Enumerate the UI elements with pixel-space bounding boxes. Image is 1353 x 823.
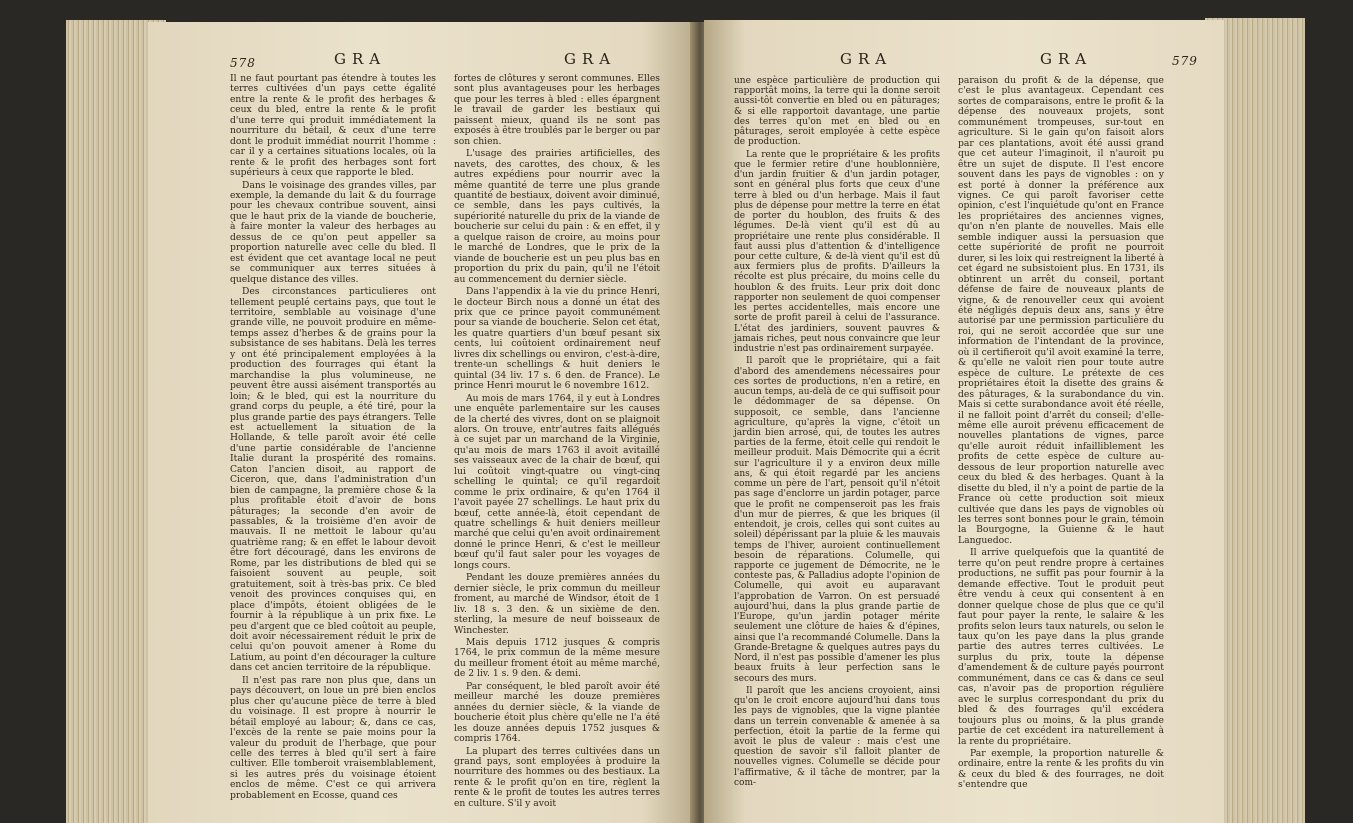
paragraph: Par conséquent, le bled paroît avoir été meilleur marché les douze premières années du dernier siècle, & la viande de boucherie étoit plus chère qu'elle ne l'a été les douze années depuis 1752 jusques & compris 1764. — [454, 680, 660, 745]
paragraph: Mais depuis 1712 jusques & compris 1764, le prix commun de la même mesure du meilleur froment étoit au même marché, de 2 liv. 1 s. 9 den. & demi. — [454, 637, 660, 680]
running-head: GRA — [840, 50, 893, 68]
paragraph: La plupart des terres cultivées dans un grand pays, sont employées à produire la nourriture des hommes ou des bestiaux. La rente & le profit qu'on en tire, règlent la rente & le profit de toutes les autres terres en culture. S'il y avoit — [454, 745, 660, 809]
left-page — [148, 22, 696, 823]
running-head: GRA — [564, 50, 617, 68]
right-page — [704, 20, 1224, 823]
paragraph: Il ne faut pourtant pas étendre à toutes les terres cultivées d'un pays cette égalité entre la rente & le profit des herbages & ceux du bled, entre la rente & le profit d'une terre qui produit immédiatement la nourriture du bétail, & ceux d'une terre dont le produit immédiat nourrit l'homme : car il y a certaines situations locales, où la rente & le profit des herbages sont fort supérieurs à ceux que rapporte le bled. — [230, 73, 436, 179]
paragraph: La rente que le propriétaire & les profits que le fermier retire d'une houblonnière, d'un jardin fruitier & d'un jardin potager, sont en général plus forts que ceux d'une terre à bled ou d'un herbage. Mais il faut plus de dépense pour mettre la terre en état de porter du houblon, des fruits & des légumes. De-là vient qu'il est dû au propriétaire une rente plus considérable. Il faut aussi plus d'attention & d'intelligence pour cette culture, & de-là vient qu'il est dû aux fermiers plus de profits. D'ailleurs la récolte est plus précaire, du moins celle du houblon & des fruits. Leur prix doit donc rapporter non seulement de quoi compenser les pertes accidentelles, mais encore une sorte de profit pareil à celui de l'assurance. L'état des jardiniers, souvent pauvres & jamais riches, peut nous convaincre que leur industrie n'est pas ordinairement surpayée. — [734, 149, 940, 355]
text-column-2 — [958, 76, 1164, 793]
paragraph: paraison du profit & de la dépense, que c'est le plus avantageux. Cependant ces sortes de comparaisons, entre le profit & la dépense des nouveaux projets, sont communément trompeuses, sur-tout en agriculture. Si le gain qu'on faisoit alors par ces plantations, avoit été aussi grand que cet auteur l'imaginoit, il n'auroit pu être un sujet de dispute. Il l'est encore souvent dans les pays de vignobles : on y est porté à donner la préférence aux vignes. Ce qui paroît favoriser cette opinion, c'est l'inquiétude qu'ont en France les propriétaires des anciennes vignes, qu'on n'en plante de nouvelles. Mais elle semble indiquer aussi la persuasion que cette supériorité de profit ne pourroit durer, si les loix qui restreignent la liberté à cet égard ne subsistoient plus. En 1731, ils obtinrent un arrêt du conseil, portant défense de faire de nouveaux plants de vigne, & de renouveller ceux qui avoient été négligés depuis deux ans, sans y être autorisé par une permission particulière du roi, qui ne seroit accordée que sur une information de l'intendant de la province, où il certifieroit qu'il avoit examiné la terre, & qu'elle ne valoit rien pour toute autre espèce de culture. Le prétexte de ces propriétaires étoit la disette des grains & des pâturages, & la surabondance du vin. Mais si cette surabondance avoit été réelle, il ne falloit point d'arrêt du conseil; d'elle-même elle auroit prévenu efficacement de nouvelles plantations de vignes, parce qu'elle auroit réduit infailliblement les profits de cette espèce de culture au-dessous de leur proportion naturelle avec ceux du bled & des herbages. Quant à la disette du bled, il n'y a point de partie de la France où cette production soit mieux cultivée que dans les pays de vignobles où les terres sont bonnes pour le grain, témoin la Bourgogne, la Guienne & le haut Languedoc. — [958, 75, 1164, 546]
running-head: GRA — [1040, 50, 1093, 68]
paragraph: fortes de clôtures y seront communes. Elles sont plus avantageuses pour les herbages que pour les terres à bled : elles épargnent le travail de garder les bestiaux qui paissent mieux, quand ils ne sont pas exposés à être troublés par le berger ou par son chien. — [454, 73, 660, 147]
paragraph: Au mois de mars 1764, il y eut à Londres une enquête parlementaire sur les causes de la cherté des vivres, dont on se plaignoit alors. On trouve, entr'autres faits allégués à ce sujet par un marchand de la Virginie, qu'au mois de mars 1763 il avoit avitaillé ses vaisseaux avec de la chair de bœuf, qui lui coûtoit vingt-quatre ou vingt-cinq schelling le quintal; ce qu'il regardoit comme le prix ordinaire, & qu'en 1764 il l'avoit payée 27 schellings. Le haut prix du bœuf, cette année-là, étoit cependant de quatre schellings & huit deniers meilleur marché que celui qu'en avoit ordinairement donné le prince Henri, & c'est le meilleur bœuf qu'il faut saler pour les voyages de longs cours. — [454, 392, 660, 571]
paragraph: Il arrive quelquefois que la quantité de terre qu'on peut rendre propre à certaines productions, ne suffit pas pour fournir à la demande effective. Tout le produit peut être vendu à ceux qui consentent à en donner quelque chose de plus que ce qu'il faut pour payer la rente, le salaire & les profits selon leurs taux naturels, ou selon le taux qu'on les paye dans la plus grande partie des autres terres cultivées. Le surplus du prix, toute la dépense d'amendement & de culture payés pourront communément, dans ce cas & dans ce seul cas, n'avoir pas de proportion régulière avec le surplus correspondant du prix du bled & des fourrages qu'il excédera toujours plus ou moins, & la plus grande partie de cet excédent ira naturellement à la rente du propriétaire. — [958, 547, 1164, 747]
paragraph: Pendant les douze premières années du dernier siècle, le prix commun du meilleur froment, au marché de Windsor, étoit de 1 liv. 18 s. 3 den. & un sixième de den. sterling, la mesure de neuf boisseaux de Winchester. — [454, 572, 660, 636]
text-column-1 — [230, 74, 436, 803]
page-number: 578 — [230, 56, 256, 70]
paragraph: Il paroît que les anciens croyoient, ainsi qu'on le croit encore aujourd'hui dans tous les pays de vignobles, que la vigne plantée dans un terrein convenable & amenée à sa perfection, étoit la partie de la ferme qui avoit le plus de valeur : mais c'est une question de savoir s'il falloit planter de nouvelles vignes. Columelle se décide pour l'affirmative, & il tâche de montrer, par la com- — [734, 685, 940, 788]
running-head: GRA — [334, 50, 387, 68]
paragraph: Il n'est pas rare non plus que, dans un pays découvert, on loue un pré bien enclos plus cher qu'aucune pièce de terre à bled du voisinage. Il est propre à nourrir le bétail employé au labour; &, dans ce cas, l'excès de la rente se paie moins pour la valeur du produit de l'herbage, que pour celle des terres à bled qu'il sert à faire cultiver. Elle tomberoit vraisemblablement, si les autres prés du voisinage étoient enclos de même. C'est ce qui arrivera probablement en Ecosse, quand ces — [230, 674, 436, 801]
paragraph: Dans le voisinage des grandes villes, par exemple, la demande du lait & du fourrage pour les chevaux contribue souvent, ainsi que le haut prix de la viande de boucherie, à faire monter la valeur des herbages au dessus de ce qu'on peut appeller sa proportion naturelle avec celle du bled. Il est évident que cet avantage local ne peut se communiquer aux terres situées à quelque distance des villes. — [230, 179, 436, 285]
paragraph: Dans l'appendix à la vie du prince Henri, le docteur Birch nous a donné un état des prix que ce prince payoit communément pour sa viande de boucherie. Selon cet état, les quatre quartiers d'un bœuf pesant six cents, lui coûtoient ordinairement neuf livres dix schellings ou environ, c'est-à-dire, trente-un schellings & huit deniers le quintal (34 liv. 17 s. 6 den. de France). Le prince Henri mourut le 6 novembre 1612. — [454, 286, 660, 392]
paragraph: L'usage des prairies artificielles, des navets, des carottes, des choux, & les autres expédiens pour nourrir avec la même quantité de terre une plus grande quantité de bestiaux, doivent avoir diminué, ce semble, dans les pays cultivés, la supériorité naturelle du prix de la viande de boucherie sur celui du pain : & en effet, il y a quelque raison de croire, au moins pour le marché de Londres, que le prix de la viande de boucherie est un peu plus bas en proportion du prix du pain, qu'il ne l'étoit au commencement du dernier siècle. — [454, 148, 660, 285]
page-number: 579 — [1172, 54, 1198, 68]
text-column-1 — [734, 76, 940, 790]
paragraph: une espèce particulière de production qui rapportât moins, la terre qui la donne seroit aussi-tôt convertie en bled ou en pâturages; & si elle rapportoit davantage, une partie des terres qu'on met en bled ou en pâturages, seroit employée à cette espèce de production. — [734, 76, 940, 148]
paragraph: Des circonstances particulieres ont tellement peuplé certains pays, que tout le territoire, semblable au voisinage d'une grande ville, ne pouvoit produire en même-temps assez d'herbes & de grains pour la subsistance de ses habitans. Delà les terres y ont été principalement employées à la production des fourrages qui étant la marchandise la plus volumineuse, ne peuvent être aussi aisément transportés au loin; & le bled, qui est la nourriture du grand corps du peuple, a été tiré, pour la plus grande partie des pays étrangers. Telle est actuellement la situation de la Hollande, & telle paroît avoir été celle d'une partie considérable de l'ancienne Italie durant la prospérité des romains. Caton l'ancien disoit, au rapport de Ciceron, que, dans l'administration d'un bien de campagne, la première chose & la plus profitable étoit d'avoir de bons pâturages; la seconde d'en avoir de passables, & la troisième d'en avoir de mauvais. Il ne mettoit le labour qu'au quatrième rang; & en effet le labour devoit être fort découragé, dans les environs de Rome, par les distributions de bled qui se faisoient souvent au peuple, soit gratuitement, soit à très-bas prix. Ce bled venoit des provinces conquises qui, en place d'impôts, étoient obligées de le fournir à la république à un prix fixe. Le peu d'argent que ce bled coûtoit au peuple, doit avoir nécessairement réduit le prix de celui qu'on pouvoit amener à Rome du Latium, au point d'en décourager la culture dans cet ancien territoire de la république. — [230, 286, 436, 674]
paragraph: Par exemple, la proportion naturelle & ordinaire, entre la rente & les profits du vin & ceux du bled & des fourrages, ne doit s'entendre que — [958, 748, 1164, 791]
paragraph: Il paroît que le propriétaire, qui a fait d'abord des amendemens nécessaires pour ces sortes de productions, n'en a retiré, en aucun temps, au-delà de ce qui suffisoit pour le dédommager de sa dépense. On supposoit, ce semble, dans l'ancienne agriculture, qu'après la vigne, c'étoit un jardin bien arrosé, qui, de toutes les autres parties de la ferme, étoit celle qui rendoit le meilleur produit. Mais Démocrite qui a écrit sur l'agriculture il y a environ deux mille ans, & qui étoit regardé par les anciens comme un père de l'art, pensoit qu'il n'étoit pas sage d'enclorre un jardin potager, parce que le profit ne compenseroit pas les frais d'un mur de pierres, & que les briques (il entendoit, je crois, celles qui sont cuites au soleil) dépérissant par la pluie & les mauvais temps de l'hiver, auroient continuellement besoin de réparations. Columelle, qui rapporte ce jugement de Démocrite, ne le conteste pas, & Palladius adopte l'opinion de Columelle, qui avoit eu auparavant l'approbation de Varron. On est persuadé aujourd'hui, dans la plus grande partie de l'Europe, qu'un jardin potager mérite seulement une clôture de haies & d'épines, ainsi que l'a recommandé Columelle. Dans la Grande-Bretagne & quelques autres pays du Nord, il n'est pas possible d'amener les plus beaux fruits à leur perfection sans le secours des murs. — [734, 356, 940, 684]
text-column-2 — [454, 74, 660, 811]
